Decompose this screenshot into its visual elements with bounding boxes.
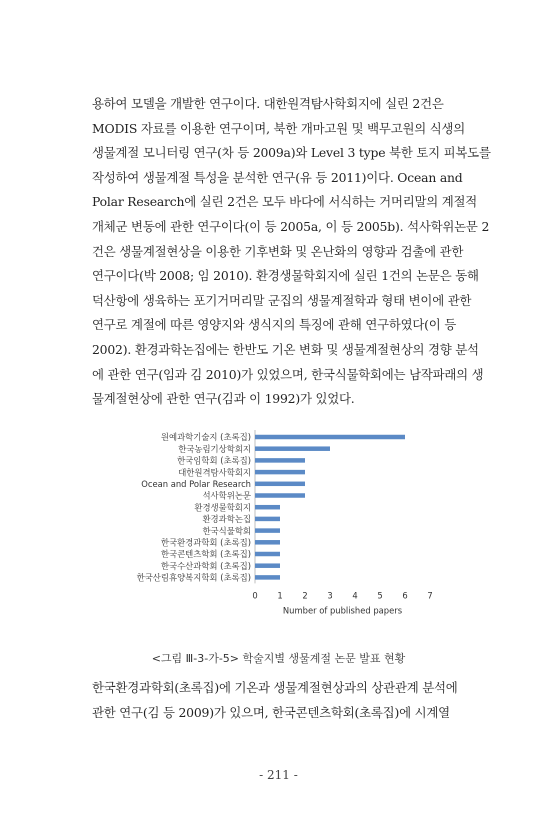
bar	[255, 482, 305, 487]
bar	[255, 563, 280, 568]
x-axis-title: Number of published papers	[282, 605, 403, 616]
category-label: 한국수산과학회 (초록집)	[160, 560, 251, 571]
x-tick-label: 4	[352, 590, 358, 601]
category-label: 환경과학논집	[202, 514, 251, 525]
x-tick-label: 7	[427, 590, 433, 601]
bar-chart	[110, 430, 450, 648]
text-line: 관한 연구(김 등 2009)가 있으며, 한국콘텐츠학회(초록집)에 시계열	[92, 704, 450, 720]
text-line: 용하여 모델을 개발한 연구이다. 대한원격탐사학회지에 실린 2건은	[92, 96, 444, 111]
text-line: MODIS 자료를 이용한 연구이며, 북한 개마고원 및 백무고원의 식생의	[92, 120, 466, 136]
bar	[255, 458, 305, 463]
x-tick-label: 5	[377, 590, 383, 601]
category-label: 환경생물학회지	[194, 502, 251, 513]
category-label: 한국산림휴양복지학회 (초록집)	[136, 572, 251, 583]
text-line: 2002). 환경과학논집에는 한반도 기온 변화 및 생물계절현상의 경향 분석	[92, 341, 479, 357]
text-line: 에 관한 연구(임과 김 2010)가 있었으며, 한국식물학회에는 남작파래의 생	[92, 366, 484, 382]
text-line: 생물계절 모니터링 연구(차 등 2009a)와 Level 3 type 북한 토지 피복도를	[92, 145, 491, 161]
bar	[255, 528, 280, 533]
text-line: 작성하여 생물계절 특성을 분석한 연구(유 등 2011)이다. Ocean and	[92, 169, 463, 185]
category-label: 한국식물학회	[202, 525, 251, 536]
page-number: - 211 -	[259, 768, 298, 782]
text-line: 연구이다(박 2008; 임 2010). 환경생물학회지에 실린 1건의 논문은 동해	[92, 268, 479, 284]
bar	[255, 435, 405, 440]
x-tick-label: 3	[327, 590, 333, 601]
category-label: 원예과학기술지 (초록집)	[160, 432, 251, 443]
body-paragraph-1	[92, 92, 491, 412]
category-label: 한국농림기상학회지	[178, 443, 251, 454]
x-tick-label: 0	[252, 590, 258, 601]
bar	[255, 505, 280, 510]
text-line: 연구로 계절에 따른 영양지와 생식지의 특징에 관해 연구하였다(이 등	[92, 317, 457, 333]
text-line: Polar Research에 실린 2건은 모두 바다에 서식하는 거머리말의 계절적	[92, 194, 478, 210]
bar	[255, 517, 280, 522]
bar	[255, 446, 330, 451]
bar	[255, 470, 305, 475]
text-line: 한국환경과학회(초록집)에 기온과 생물계절현상과의 상관관계 분석에	[92, 680, 458, 695]
text-line: 물계절현상에 관한 연구(김과 이 1992)가 있었다.	[92, 391, 355, 407]
bar	[255, 575, 280, 580]
category-label: 대한원격탐사학회지	[178, 467, 251, 478]
text-line: 건은 생물계절현상을 이용한 기후변화 및 온난화의 영향과 검출에 관한	[92, 243, 464, 259]
text-line: 덕산항에 생육하는 포기거머리말 군집의 생물계절학과 형태 변이에 관한	[92, 292, 472, 308]
category-label: 한국환경과학회 (초록집)	[160, 537, 251, 548]
category-label: 한국임학회 (초록집)	[177, 455, 251, 466]
x-tick-label: 2	[302, 590, 308, 601]
x-tick-label: 6	[402, 590, 408, 601]
figure-caption: <그림 Ⅲ-3-가-5> 학술지별 생물계절 논문 발표 현황	[151, 652, 406, 665]
category-label: 한국콘텐츠학회 (초록집)	[160, 549, 251, 560]
category-label: Ocean and Polar Research	[141, 479, 251, 489]
body-paragraph-2	[92, 676, 472, 725]
bar	[255, 552, 280, 557]
text-line: 개체군 변동에 관한 연구이다(이 등 2005a, 이 등 2005b). 석사학위논문 2	[92, 218, 490, 234]
x-tick-label: 1	[277, 590, 283, 601]
category-label: 석사학위논문	[202, 490, 251, 501]
bar	[255, 540, 280, 545]
bar	[255, 493, 305, 498]
